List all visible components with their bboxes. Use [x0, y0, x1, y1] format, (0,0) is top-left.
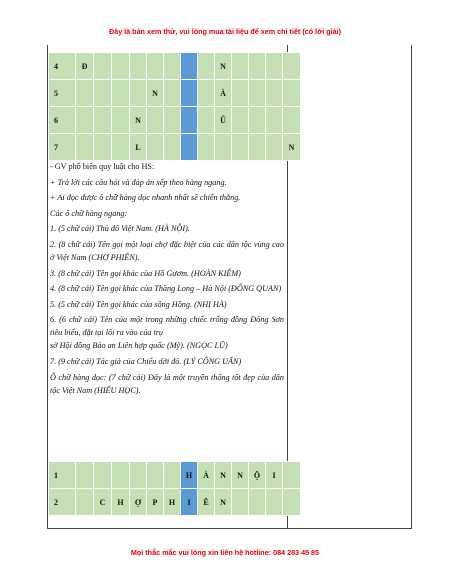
grid-cell	[266, 80, 283, 107]
grid-cell	[232, 107, 249, 134]
grid-cell: Ợ	[130, 489, 147, 516]
grid-cell	[249, 53, 266, 80]
crossword-grid-top	[48, 52, 301, 161]
grid-cell: P	[147, 489, 164, 516]
grid-cell	[249, 107, 266, 134]
grid-cell	[283, 489, 301, 516]
grid-cell	[249, 80, 266, 107]
grid-cell: Đ	[76, 53, 94, 80]
question-3: 3. (8 chữ cái) Tên gọi khác của Hồ Gươm. (HOÀN KIẾM)	[50, 268, 241, 278]
question-2: 2. (8 chữ cái) Tên gọi một loại chợ đặc biệt của các dân tộc vùng cao ở Việt Nam (CHỢ PHIÊN).	[50, 239, 284, 262]
grid-cell: À	[198, 462, 215, 489]
grid-cell	[76, 462, 94, 489]
grid-cell	[164, 80, 181, 107]
grid-row-7	[49, 134, 301, 161]
grid-row-5	[49, 80, 301, 107]
grid-cell: Ộ	[249, 462, 266, 489]
grid-cell	[147, 107, 164, 134]
rule-line: + Ai đọc được ô chữ hàng dọc nhanh nhất sẽ chiến thắng.	[50, 193, 241, 203]
grid-cell: N	[130, 107, 147, 134]
question-5: 5. (5 chữ cái) Tên gọi khác của sông Hồng. (NHỊ HÀ)	[50, 299, 227, 309]
grid-cell: 6	[49, 107, 76, 134]
grid-cell	[112, 80, 130, 107]
grid-cell: 1	[49, 462, 76, 489]
grid-cell	[266, 489, 283, 516]
grid-cell	[232, 489, 249, 516]
grid-cell	[76, 134, 94, 161]
vertical-keyword: Ô chữ hàng dọc: (7 chữ cái) Đây là một truyền thống tốt đẹp của dân tộc Việt Nam (HIẾU HỌC).	[50, 372, 284, 395]
grid-row-2	[49, 489, 301, 516]
grid-cell: N	[215, 489, 232, 516]
grid-cell	[283, 462, 301, 489]
grid-cell: 7	[49, 134, 76, 161]
question-6: 6. (6 chữ cái) Tên của một trong những chiếc trống đồng Đông Sơn tiêu biểu, đặt tại lối ra vào của trụ	[50, 315, 284, 338]
grid-cell	[147, 53, 164, 80]
grid-cell	[94, 107, 112, 134]
grid-cell	[164, 107, 181, 134]
grid-cell	[130, 80, 147, 107]
grid-cell	[198, 134, 215, 161]
grid-cell	[76, 80, 94, 107]
grid-cell: N	[215, 462, 232, 489]
section-heading: Các ô chữ hàng ngang:	[50, 208, 128, 218]
grid-cell	[215, 134, 232, 161]
preview-banner: Đây là bản xem thử, vui lòng mua tài liệu để xem chi tiết (có lời giải)	[109, 27, 341, 36]
grid-cell	[112, 107, 130, 134]
question-1: 1. (5 chữ cái) Thủ đô Việt Nam. (HÀ NỘI).	[50, 224, 190, 234]
grid-cell: L	[130, 134, 147, 161]
grid-cell	[266, 53, 283, 80]
grid-cell	[232, 53, 249, 80]
grid-cell: N	[147, 80, 164, 107]
key-column-cell	[181, 53, 198, 80]
grid-cell	[76, 489, 94, 516]
crossword-grid-bottom	[48, 461, 301, 516]
grid-cell	[130, 462, 147, 489]
grid-row-1	[49, 462, 301, 489]
grid-cell: I	[266, 462, 283, 489]
grid-cell	[283, 80, 301, 107]
grid-cell: 5	[49, 80, 76, 107]
key-column-cell: H	[181, 462, 198, 489]
grid-cell	[198, 80, 215, 107]
grid-cell	[232, 134, 249, 161]
grid-cell	[130, 53, 147, 80]
grid-cell: Ũ	[215, 107, 232, 134]
grid-cell	[112, 462, 130, 489]
grid-cell	[94, 134, 112, 161]
lesson-text	[50, 160, 284, 399]
grid-row-6	[49, 107, 301, 134]
grid-cell	[198, 107, 215, 134]
grid-cell	[266, 134, 283, 161]
question-6-cont: sở Hội đồng Bảo an Liên hợp quốc (Mỹ). (NGỌC LŨ)	[50, 341, 228, 351]
grid-cell	[147, 462, 164, 489]
grid-cell	[164, 134, 181, 161]
grid-cell	[249, 134, 266, 161]
question-7: 7. (9 chữ cái) Tác giả của Chiếu dời đô. (LÝ CÔNG UẨN)	[50, 356, 242, 366]
question-4: 4. (8 chữ cái) Tên gọi khác của Thăng Long – Hà Nội (ĐÔNG QUAN)	[50, 284, 282, 294]
grid-cell	[164, 462, 181, 489]
grid-cell	[164, 53, 181, 80]
hotline-banner: Mọi thắc mắc vui lòng xin liên hệ hotline: 084 283 45 85	[130, 548, 320, 557]
grid-row-4	[49, 53, 301, 80]
grid-cell	[112, 134, 130, 161]
grid-cell: 4	[49, 53, 76, 80]
grid-cell	[232, 80, 249, 107]
grid-cell: À	[215, 80, 232, 107]
grid-cell	[249, 489, 266, 516]
grid-cell	[94, 80, 112, 107]
key-column-cell	[181, 134, 198, 161]
grid-cell	[94, 462, 112, 489]
intro-line: - GV phổ biến quy luật cho HS:	[50, 162, 155, 171]
grid-cell	[266, 107, 283, 134]
grid-cell	[76, 107, 94, 134]
grid-cell: N	[232, 462, 249, 489]
grid-cell: H	[112, 489, 130, 516]
grid-cell	[147, 134, 164, 161]
grid-cell: N	[215, 53, 232, 80]
key-column-cell	[181, 80, 198, 107]
rule-line: + Trả lời các câu hỏi và đáp án xếp theo hàng ngang.	[50, 177, 227, 187]
grid-cell: H	[164, 489, 181, 516]
grid-cell	[112, 53, 130, 80]
grid-cell: C	[94, 489, 112, 516]
grid-cell	[283, 107, 301, 134]
grid-cell: Ê	[198, 489, 215, 516]
key-column-cell: I	[181, 489, 198, 516]
key-column-cell	[181, 107, 198, 134]
grid-cell	[198, 53, 215, 80]
grid-cell	[283, 53, 301, 80]
grid-cell	[94, 53, 112, 80]
grid-cell: N	[283, 134, 301, 161]
grid-cell: 2	[49, 489, 76, 516]
